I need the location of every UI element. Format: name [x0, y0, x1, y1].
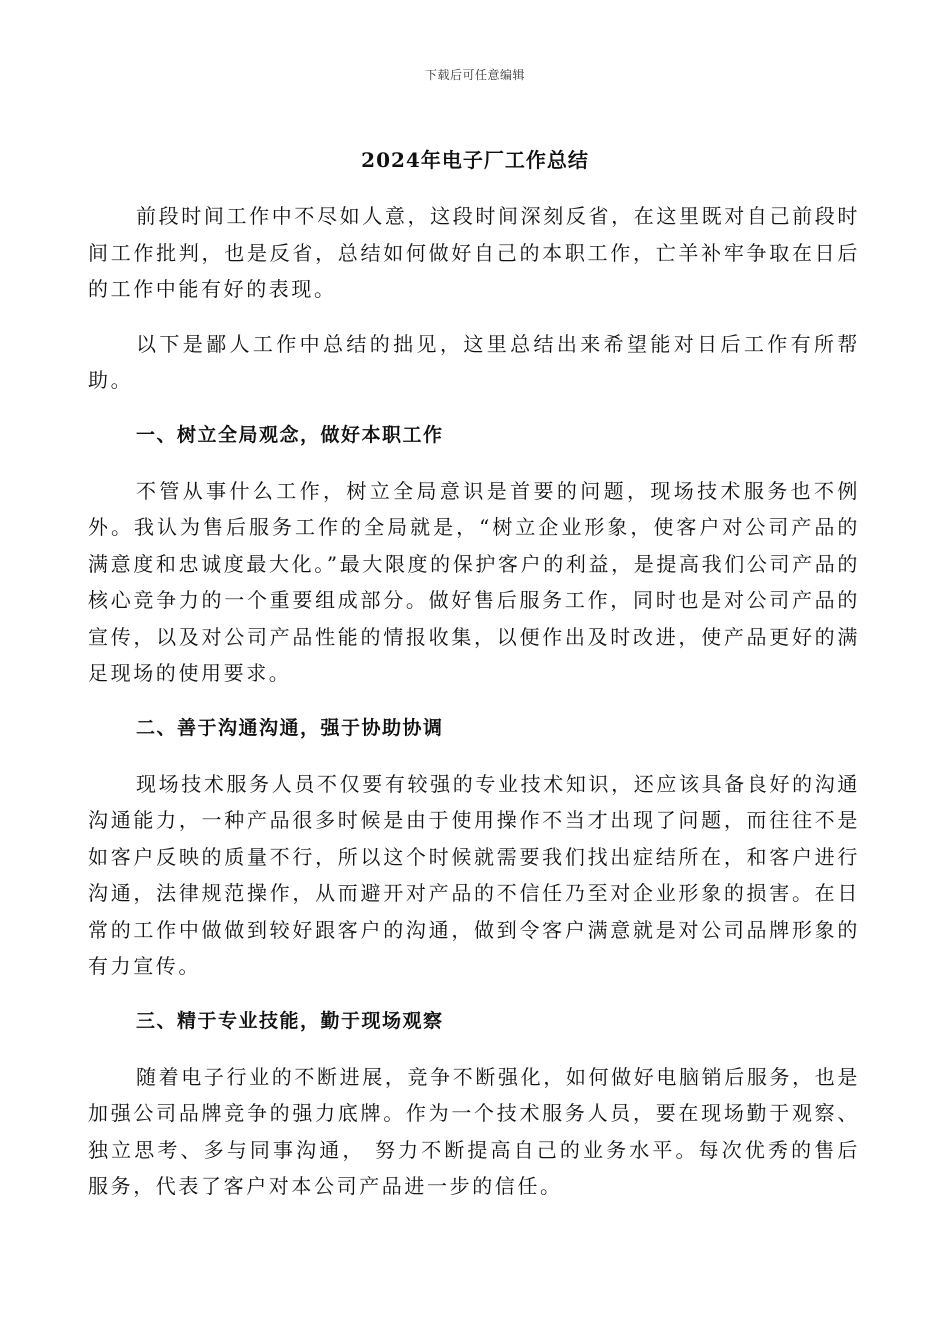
paragraph-intro: 前段时间工作中不尽如人意，这段时间深刻反省，在这里既对自己前段时间工作批判，也是反省，总结如何做好自己的本职工作，亡羊补牢争取在日后的工作中能有好的表现。: [88, 204, 860, 301]
section-heading-2: 二、善于沟通沟通，强于协助协调: [136, 716, 444, 739]
section-heading-1: 一、树立全局观念，做好本职工作: [136, 423, 444, 446]
document-body: [88, 198, 860, 1223]
paragraph-section-2: 现场技术服务人员不仅要有较强的专业技术知识，还应该具备良好的沟通沟通能力，一种产品很多时候是由于使用操作不当才出现了问题，而往往不是如客户反映的质量不行，所以这个时候就需要我们找出症结所在，和客户进行沟通，法律规范操作，从而避开对产品的不信任乃至对企业形象的损害。在日常的工作中做做到较好跟客户的沟通，做到令客户满意就是对公司品牌形象的有力宣传。: [88, 771, 860, 978]
document-title: 2024年电子厂工作总结: [361, 148, 589, 172]
paragraph-section-3: 随着电子行业的不断进展，竞争不断强化，如何做好电脑销后服务，也是加强公司品牌竞争的强力底牌。作为一个技术服务人员，要在现场勤于观察、独立思考、多与同事沟通， 努力不断提高自己的业务水平。每次优秀的售后服务，代表了客户对本公司产品进一步的信任。: [88, 1064, 860, 1198]
section-heading-3: 三、精于专业技能，勤于现场观察: [136, 1009, 444, 1032]
paragraph-summary-note: 以下是鄙人工作中总结的拙见，这里总结出来希望能对日后工作有所帮助。: [88, 331, 860, 392]
header-note: 下载后可任意编辑: [424, 68, 525, 82]
paragraph-section-1: 不管从事什么工作，树立全局意识是首要的问题，现场技术服务也不例外。我认为售后服务工作的全局就是，“树立企业形象，使客户对公司产品的满意度和忠诚度最大化。”最大限度的保护客户的利益，是提高我们公司产品的核心竞争力的一个重要组成部分。做好售后服务工作，同时也是对公司产品的宣传，以及对公司产品性能的情报收集，以便作出及时改进，使产品更好的满足现场的使用要求。: [88, 478, 860, 685]
